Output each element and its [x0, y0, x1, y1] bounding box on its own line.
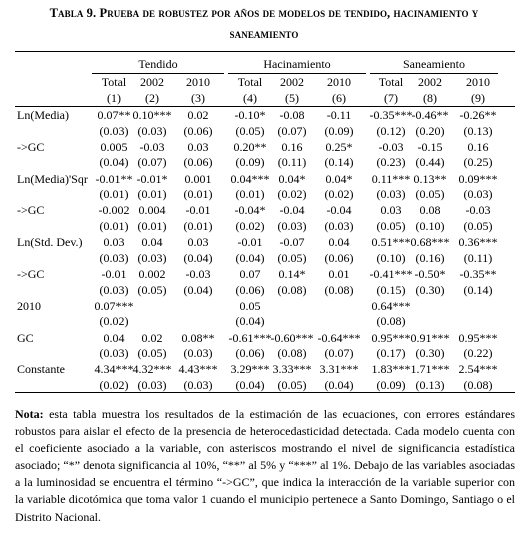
coefficient-cell: 1.71***: [410, 362, 450, 377]
coefficient-cell: 0.51***: [371, 235, 411, 250]
row-label: Ln(Media): [17, 108, 69, 122]
coefficient-cell: 0.07**: [97, 108, 131, 122]
coefficient-cell: 0.91***: [410, 330, 450, 345]
coefficient-cell: 0.01: [328, 267, 350, 281]
column-number: (6): [332, 91, 346, 105]
bottom-rule: [15, 392, 515, 393]
column-number: (7): [384, 91, 398, 105]
group-header-saneamiento: Saneamiento: [403, 57, 465, 71]
std-error-cell: (0.07): [137, 155, 167, 170]
column-number: (5): [285, 91, 299, 105]
std-error-cell: (0.06): [183, 155, 213, 170]
coefficient-cell: 1.83***: [371, 362, 411, 377]
column-number: (3): [191, 91, 205, 105]
coefficient-cell: -0.35**: [459, 267, 497, 281]
coefficient-cell: 0.04*: [278, 171, 306, 186]
column-number: (1): [107, 91, 121, 105]
table-title-continued: saneamiento: [229, 27, 299, 41]
std-error-cell: (0.10): [415, 218, 445, 233]
std-error-cell: (0.03): [277, 218, 307, 233]
column-header: 2002: [140, 75, 164, 89]
std-error-cell: (0.04): [235, 314, 265, 329]
column-number: (9): [471, 91, 485, 105]
row-label: Ln(Std. Dev.): [17, 235, 83, 250]
std-error-cell: (0.07): [277, 123, 307, 138]
std-error-cell: (0.02): [324, 187, 354, 202]
column-header: Total: [101, 75, 127, 89]
std-error-cell: (0.13): [463, 123, 493, 138]
row-label: ->GC: [17, 139, 45, 154]
std-error-cell: (0.03): [137, 250, 167, 265]
coefficient-cell: 0.07: [239, 267, 261, 281]
coefficient-cell: 0.11***: [371, 171, 411, 186]
coefficient-cell: -0.46**: [411, 108, 449, 122]
group-header-hacinamiento: Hacinamiento: [263, 57, 331, 71]
std-error-cell: (0.05): [137, 346, 167, 361]
coefficient-cell: -0.01: [101, 267, 127, 281]
std-error-cell: (0.16): [415, 250, 445, 265]
std-error-cell: (0.05): [137, 282, 167, 297]
std-error-cell: (0.06): [183, 123, 213, 138]
group-rule-saneamiento: [370, 73, 498, 74]
coefficient-cell: 0.04: [103, 330, 125, 345]
coefficient-cell: 0.08: [419, 203, 441, 218]
std-error-cell: (0.05): [277, 377, 307, 392]
coefficient-cell: -0.002: [98, 203, 130, 218]
table-title: Tabla 9. Prueba de robustez por años de modelos de tendido, hacinamiento y: [49, 6, 479, 20]
coefficient-cell: -0.01**: [95, 171, 133, 186]
std-error-cell: (0.01): [183, 187, 213, 202]
std-error-cell: (0.14): [324, 155, 354, 170]
std-error-cell: (0.03): [183, 377, 213, 392]
note-label: Nota:: [15, 407, 44, 421]
std-error-cell: (0.03): [137, 377, 167, 392]
coefficient-cell: 0.95***: [371, 330, 411, 345]
coefficient-cell: -0.10*: [234, 108, 266, 122]
row-label: ->GC: [17, 203, 45, 218]
coefficient-cell: 0.68***: [410, 235, 450, 250]
coefficient-cell: -0.26**: [459, 108, 497, 122]
coefficient-cell: 0.03: [187, 139, 209, 154]
std-error-cell: (0.25): [463, 155, 493, 170]
coefficient-cell: 0.002: [138, 267, 166, 281]
coefficient-cell: 0.03: [103, 235, 125, 250]
std-error-cell: (0.06): [324, 250, 354, 265]
std-error-cell: (0.30): [415, 346, 445, 361]
coefficient-cell: 4.32***: [132, 362, 172, 377]
std-error-cell: (0.03): [137, 123, 167, 138]
std-error-cell: (0.13): [415, 377, 445, 392]
group-header-tendido: Tendido: [138, 57, 178, 71]
std-error-cell: (0.23): [376, 155, 406, 170]
coefficient-cell: -0.03: [139, 139, 165, 154]
std-error-cell: (0.02): [99, 377, 129, 392]
std-error-cell: (0.01): [137, 218, 167, 233]
std-error-cell: (0.08): [277, 282, 307, 297]
std-error-cell: (0.06): [235, 346, 265, 361]
row-label: Ln(Media)'Sqr: [17, 171, 88, 186]
coefficient-cell: 0.20**: [233, 139, 267, 154]
std-error-cell: (0.08): [463, 377, 493, 392]
std-error-cell: (0.04): [324, 377, 354, 392]
coefficient-cell: 0.08**: [181, 330, 215, 345]
std-error-cell: (0.03): [463, 187, 493, 202]
coefficient-cell: 0.25*: [325, 139, 353, 154]
coefficient-cell: -0.04: [326, 203, 352, 218]
top-rule: [15, 51, 515, 52]
std-error-cell: (0.15): [376, 282, 406, 297]
std-error-cell: (0.09): [324, 123, 354, 138]
coefficient-cell: -0.07: [279, 235, 305, 250]
std-error-cell: (0.06): [235, 282, 265, 297]
coefficient-cell: -0.03: [465, 203, 491, 218]
coefficient-cell: 0.13**: [413, 171, 447, 186]
coefficient-cell: 0.07***: [94, 298, 134, 313]
column-header: 2002: [418, 75, 442, 89]
row-label: Constante: [17, 362, 65, 377]
coefficient-cell: 0.10***: [132, 108, 172, 122]
std-error-cell: (0.05): [415, 187, 445, 202]
std-error-cell: (0.03): [99, 282, 129, 297]
std-error-cell: (0.20): [415, 123, 445, 138]
std-error-cell: (0.05): [277, 250, 307, 265]
std-error-cell: (0.04): [99, 155, 129, 170]
std-error-cell: (0.11): [277, 155, 307, 170]
column-number: (4): [243, 91, 257, 105]
coefficient-cell: 0.04: [141, 235, 163, 250]
column-header: 2010: [186, 75, 210, 89]
coefficient-cell: 3.33***: [272, 362, 312, 377]
std-error-cell: (0.11): [463, 250, 493, 265]
coefficient-cell: 0.36***: [458, 235, 498, 250]
std-error-cell: (0.03): [324, 218, 354, 233]
coefficient-cell: -0.03: [378, 139, 404, 154]
coefficient-cell: 2.54***: [458, 362, 498, 377]
row-label: GC: [17, 330, 34, 345]
coefficient-cell: 0.03: [380, 203, 402, 218]
std-error-cell: (0.03): [376, 187, 406, 202]
coefficient-cell: -0.61***: [228, 330, 272, 345]
std-error-cell: (0.05): [376, 218, 406, 233]
coefficient-cell: 0.001: [184, 171, 212, 186]
std-error-cell: (0.04): [183, 250, 213, 265]
coefficient-cell: 0.005: [100, 139, 128, 154]
row-label: 2010: [17, 298, 41, 313]
coefficient-cell: 0.03: [187, 235, 209, 250]
std-error-cell: (0.08): [277, 346, 307, 361]
std-error-cell: (0.22): [463, 346, 493, 361]
std-error-cell: (0.03): [183, 346, 213, 361]
std-error-cell: (0.08): [324, 282, 354, 297]
column-number: (2): [145, 91, 159, 105]
coefficient-cell: -0.15: [417, 139, 443, 154]
std-error-cell: (0.01): [235, 187, 265, 202]
coefficient-cell: -0.01: [237, 235, 263, 250]
coefficient-cell: 3.29***: [230, 362, 270, 377]
row-label: ->GC: [17, 267, 45, 281]
coefficient-cell: -0.08: [279, 108, 305, 122]
coefficient-cell: -0.03: [185, 267, 211, 281]
column-header: Total: [378, 75, 404, 89]
std-error-cell: (0.17): [376, 346, 406, 361]
column-header: 2002: [280, 75, 304, 89]
column-number: (8): [423, 91, 437, 105]
header-rule: [15, 106, 515, 107]
std-error-cell: (0.04): [235, 250, 265, 265]
std-error-cell: (0.03): [99, 346, 129, 361]
column-header: 2010: [327, 75, 351, 89]
std-error-cell: (0.01): [99, 218, 129, 233]
table-note: [15, 406, 515, 526]
std-error-cell: (0.01): [183, 218, 213, 233]
coefficient-cell: -0.41***: [369, 267, 413, 281]
column-header: Total: [237, 75, 263, 89]
group-rule-tendido: [92, 73, 224, 74]
std-error-cell: (0.05): [235, 123, 265, 138]
coefficient-cell: -0.01*: [136, 171, 168, 186]
coefficient-cell: 0.02: [187, 108, 209, 122]
coefficient-cell: -0.60***: [270, 330, 314, 345]
coefficient-cell: 0.95***: [458, 330, 498, 345]
std-error-cell: (0.12): [376, 123, 406, 138]
std-error-cell: (0.02): [235, 218, 265, 233]
std-error-cell: (0.30): [415, 282, 445, 297]
std-error-cell: (0.14): [463, 282, 493, 297]
coefficient-cell: 0.04***: [230, 171, 270, 186]
coefficient-cell: -0.11: [326, 108, 352, 122]
coefficient-cell: 0.04*: [325, 171, 353, 186]
std-error-cell: (0.02): [277, 187, 307, 202]
std-error-cell: (0.09): [235, 155, 265, 170]
std-error-cell: (0.05): [463, 218, 493, 233]
std-error-cell: (0.08): [376, 314, 406, 329]
std-error-cell: (0.03): [99, 250, 129, 265]
std-error-cell: (0.44): [415, 155, 445, 170]
coefficient-cell: -0.01: [185, 203, 211, 218]
coefficient-cell: 0.16: [281, 139, 303, 154]
coefficient-cell: 0.05: [239, 298, 261, 313]
coefficient-cell: 0.16: [467, 139, 489, 154]
std-error-cell: (0.10): [376, 250, 406, 265]
std-error-cell: (0.01): [99, 187, 129, 202]
coefficient-cell: -0.35***: [369, 108, 413, 122]
coefficient-cell: 0.14*: [278, 267, 306, 281]
group-rule-hacinamiento: [228, 73, 366, 74]
std-error-cell: (0.02): [99, 314, 129, 329]
coefficient-cell: 4.43***: [178, 362, 218, 377]
coefficient-cell: 0.02: [141, 330, 163, 345]
std-error-cell: (0.07): [324, 346, 354, 361]
std-error-cell: (0.03): [99, 123, 129, 138]
std-error-cell: (0.04): [183, 282, 213, 297]
std-error-cell: (0.01): [137, 187, 167, 202]
coefficient-cell: -0.04*: [234, 203, 266, 218]
coefficient-cell: -0.64***: [317, 330, 361, 345]
column-header: 2010: [466, 75, 490, 89]
coefficient-cell: 3.31***: [319, 362, 359, 377]
coefficient-cell: 0.64***: [371, 298, 411, 313]
coefficient-cell: 0.04: [328, 235, 350, 250]
coefficient-cell: 4.34***: [94, 362, 134, 377]
std-error-cell: (0.09): [376, 377, 406, 392]
coefficient-cell: -0.04: [279, 203, 305, 218]
note-text: esta tabla muestra los resultados de la estimación de las ecuaciones, con errores estándares robustos para aislar el efecto de la presencia de heterocedasticidad detectada. Cada modelo cuenta con el coeficiente asociado a la variable, con asteriscos mostrando el nivel de significancia estadística asociado; “*” denota significancia al 10%, “**” al 5% y “***” al 1%. Debajo de las variables asociadas a la luminosidad se encuentra el término “->GC”, que indica la interacción de la variable superior con la variable dicotómica que toma valor 1 cuando el municipio pertenece a Santo Domingo, Santiago o el Distrito Nacional.: [15, 407, 515, 524]
coefficient-cell: 0.004: [138, 203, 166, 218]
coefficient-cell: 0.09***: [458, 171, 498, 186]
std-error-cell: (0.04): [235, 377, 265, 392]
coefficient-cell: -0.50*: [414, 267, 446, 281]
